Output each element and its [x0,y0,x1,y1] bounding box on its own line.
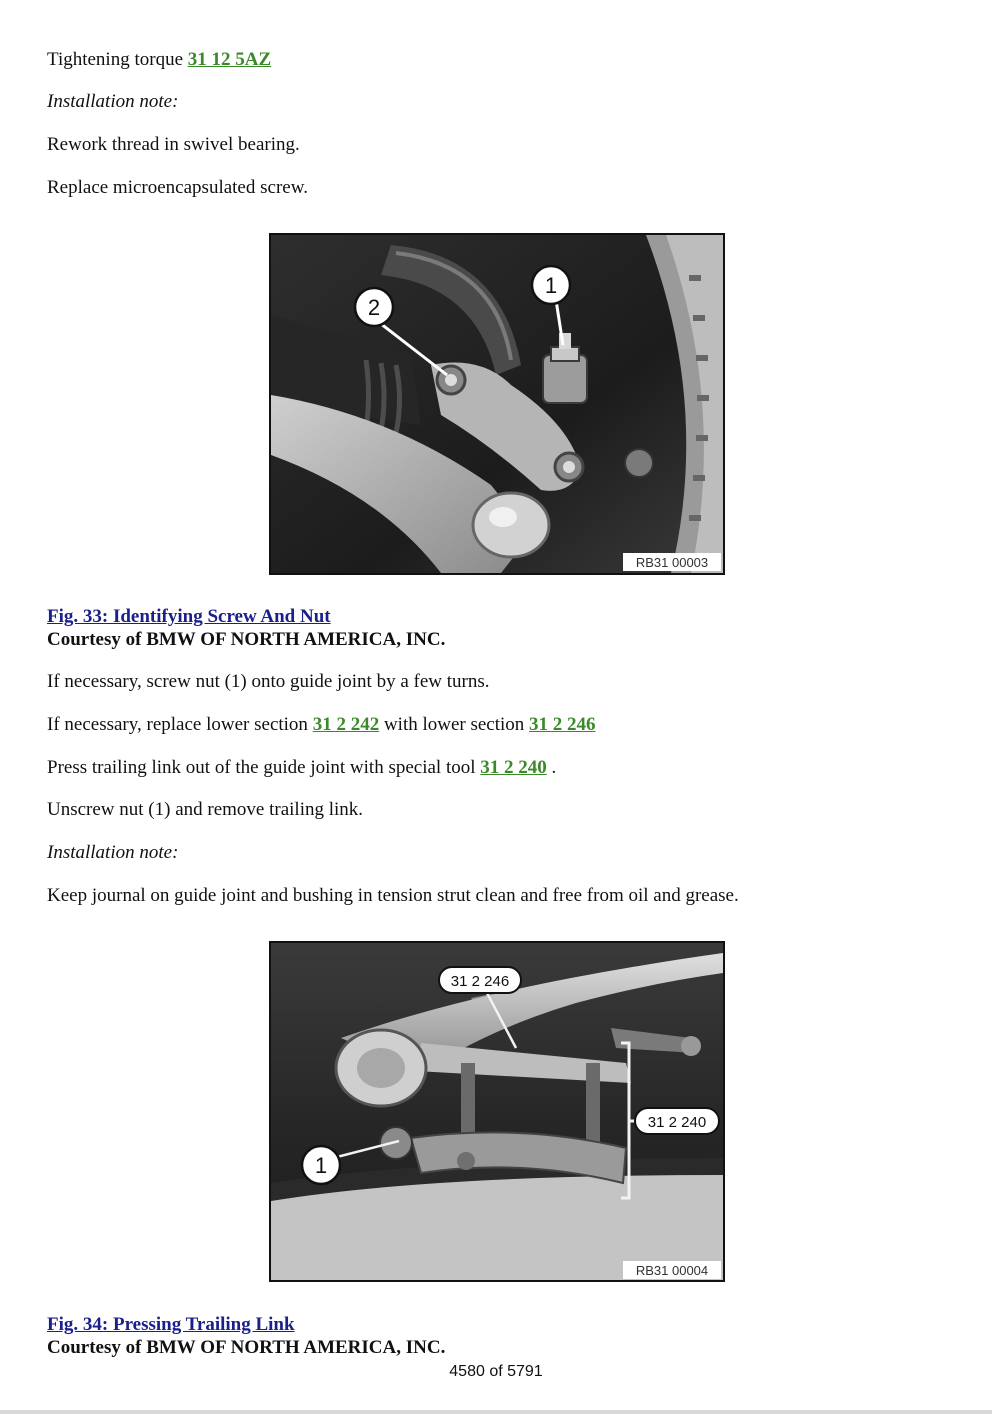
replace-lower-section-line [47,713,596,737]
page-bottom-bar [0,1410,992,1414]
press-post: . [546,757,557,778]
rework-thread-text: Rework thread in swivel bearing. [47,134,300,155]
press-pre: Press trailing link out of the guide joint with special tool [47,757,481,778]
figure-33-title-link[interactable]: Fig. 33: Identifying Screw And Nut [47,606,331,627]
figure-33-callout-1: 1 [544,273,558,298]
figure-34-courtesy: Courtesy of BMW OF NORTH AMERICA, INC. [47,1337,446,1358]
figure-34-label-31-2-240: 31 2 240 [647,1114,707,1131]
figure-33-courtesy: Courtesy of BMW OF NORTH AMERICA, INC. [47,629,446,650]
installation-note-2: Installation note: [47,842,179,863]
figure-34-image [269,941,725,1282]
figure-33-image [269,233,725,575]
torque-spec-link[interactable]: 31 12 5AZ [187,49,272,70]
torque-label: Tightening torque [47,49,188,70]
installation-note-1: Installation note: [47,91,179,112]
figure-34-ref-code: RB31 00004 [635,1263,709,1278]
figure-34-title-link[interactable]: Fig. 34: Pressing Trailing Link [47,1314,295,1335]
replace-screw-text: Replace microencapsulated screw. [47,177,308,198]
keep-journal-text: Keep journal on guide joint and bushing in tension strut clean and free from oil and grease. [47,885,739,906]
figure-33-ref-code: RB31 00003 [635,555,709,570]
figure-33-callout-2: 2 [367,295,381,320]
figure-34-label-31-2-246: 31 2 246 [450,973,510,990]
tool-31-2-242-link[interactable]: 31 2 242 [312,714,380,735]
page-number: 4580 of 5791 [449,1363,543,1380]
torque-line [47,48,271,72]
figure-34-illustration [271,943,723,1280]
screw-nut-text: If necessary, screw nut (1) onto guide joint by a few turns. [47,671,490,692]
replace-lower-mid: with lower section [379,714,530,735]
figure-34-callout-1: 1 [314,1153,328,1178]
tool-31-2-240-link[interactable]: 31 2 240 [480,757,547,778]
tool-31-2-246-link[interactable]: 31 2 246 [529,714,596,735]
unscrew-nut-text: Unscrew nut (1) and remove trailing link. [47,799,364,820]
replace-lower-pre: If necessary, replace lower section [47,714,313,735]
press-trailing-link-line [47,756,556,780]
figure-33-illustration [271,235,723,573]
